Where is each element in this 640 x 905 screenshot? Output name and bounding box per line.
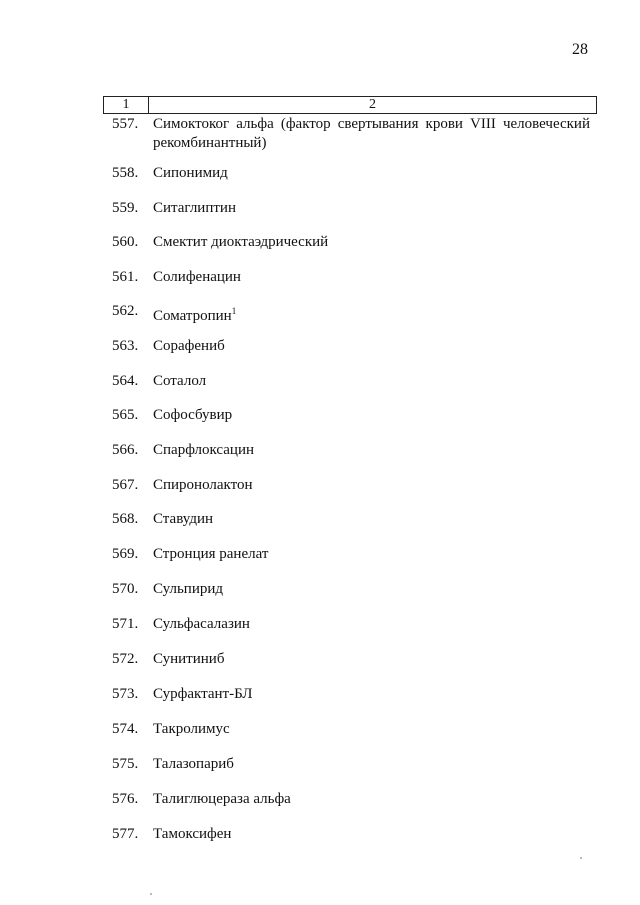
item-number: 563. [112, 338, 139, 354]
table-header [103, 96, 597, 114]
item-name-text: Соматропин [153, 308, 232, 324]
item-name: Сурфактант-БЛ [153, 686, 253, 702]
item-name: Тамоксифен [153, 826, 232, 842]
item-name: Софосбувир [153, 407, 233, 423]
item-name: Стронция ранелат [153, 546, 269, 562]
footnote-marker: 1 [231, 306, 237, 316]
item-number: 560. [112, 234, 139, 250]
item-number: 564. [112, 373, 139, 389]
item-number: 569. [112, 546, 139, 562]
item-number: 559. [112, 200, 139, 216]
item-number: 557. [112, 116, 139, 132]
item-number: 571. [112, 616, 139, 632]
item-name: Сорафениб [153, 338, 225, 354]
item-name: Смектит диоктаэдрический [153, 234, 329, 250]
item-number: 575. [112, 756, 139, 772]
item-name: Соталол [153, 373, 207, 389]
item-number: 567. [112, 477, 139, 493]
item-name: Сульфасалазин [153, 616, 250, 632]
table-header-col1: 1 [104, 97, 149, 113]
scan-speck [580, 857, 582, 859]
item-name [153, 302, 590, 326]
item-name: Талазопариб [153, 756, 234, 772]
item-name: Симоктоког альфа (фактор свертывания крови VIII человеческий рекомбинантный) [153, 116, 590, 151]
table-header-col2: 2 [369, 97, 376, 112]
item-name: Ситаглиптин [153, 200, 236, 216]
item-number: 570. [112, 581, 139, 597]
page-number: 28 [572, 41, 588, 58]
item-number: 577. [112, 826, 139, 842]
item-number: 573. [112, 686, 139, 702]
item-number: 565. [112, 407, 139, 423]
item-number: 561. [112, 269, 139, 285]
item-name: Талиглюцераза альфа [153, 791, 291, 807]
item-name: Сипонимид [153, 165, 228, 181]
item-number: 568. [112, 511, 139, 527]
item-number: 572. [112, 651, 139, 667]
item-name: Спарфлоксацин [153, 442, 255, 458]
item-name: Такролимус [153, 721, 230, 737]
item-name: Спиронолактон [153, 477, 253, 493]
scan-speck [150, 893, 152, 895]
item-name: Солифенацин [153, 269, 241, 285]
item-name: Ставудин [153, 511, 214, 527]
item-name: Сульпирид [153, 581, 224, 597]
item-number: 562. [112, 303, 139, 319]
item-number: 576. [112, 791, 139, 807]
item-name: Сунитиниб [153, 651, 225, 667]
item-number: 566. [112, 442, 139, 458]
item-number: 574. [112, 721, 139, 737]
item-number: 558. [112, 165, 139, 181]
